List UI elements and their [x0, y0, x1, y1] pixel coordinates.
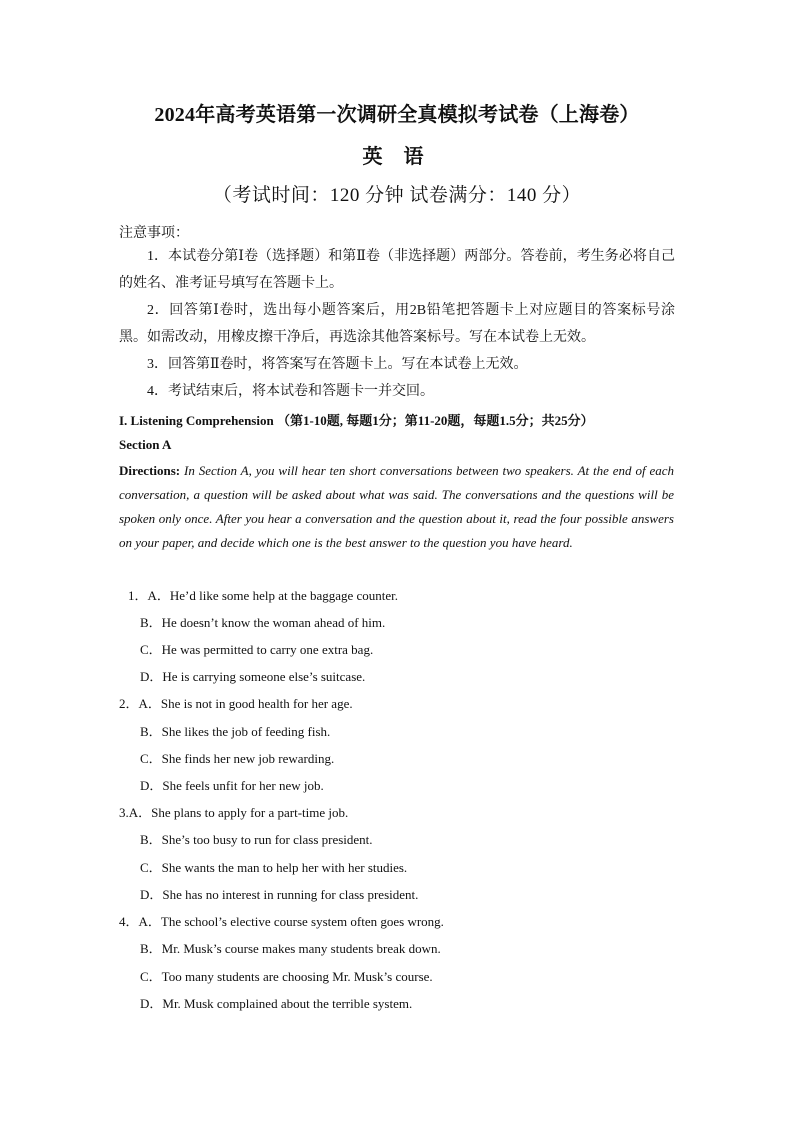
option-text: She feels unfit for her new job. [162, 778, 324, 793]
question-3-option-c [140, 857, 407, 876]
question-1-option-a [128, 585, 398, 604]
option-label: B． [140, 941, 162, 956]
option-text: He’d like some help at the baggage counter. [169, 588, 399, 603]
part-title: I. Listening Comprehension （第1-10题, 每题1分；第11-20题，每题1.5分；共25分） [119, 413, 594, 428]
note-item-1: 1．本试卷分第Ⅰ卷（选择题）和第Ⅱ卷（非选择题）两部分。答卷前，考生务必将自己的姓名、准考证号填写在答题卡上。 [119, 249, 675, 291]
option-text: She plans to apply for a part-time job. [151, 805, 349, 820]
option-label: D． [140, 996, 163, 1011]
option-label: 3.A． [119, 805, 152, 820]
question-2-option-c [140, 748, 334, 767]
option-label: C． [140, 751, 162, 766]
question-3-option-d [140, 884, 418, 903]
option-text: He is carrying someone else’s suitcase. [162, 669, 366, 684]
option-label: D． [140, 778, 163, 793]
note-item-4: 4．考试结束后，将本试卷和答题卡一并交回。 [147, 384, 434, 399]
option-label: B． [140, 615, 162, 630]
option-text: She has no interest in running for class president. [162, 887, 419, 902]
option-text: He was permitted to carry one extra bag. [161, 642, 374, 657]
question-2-option-a [119, 693, 353, 712]
exam-title: 2024年高考英语第一次调研全真模拟考试卷（上海卷） [154, 104, 640, 126]
option-text: Too many students are choosing Mr. Musk’s course. [161, 969, 433, 984]
option-label: D． [140, 887, 163, 902]
directions-paragraph [119, 459, 674, 555]
question-2-option-d [140, 775, 324, 794]
option-label: C． [140, 969, 162, 984]
option-text: She is not in good health for her age. [160, 696, 353, 711]
option-label: 2．A． [119, 696, 161, 711]
note-item-2: 2．回答第Ⅰ卷时，选出每小题答案后，用2B铅笔把答题卡上对应题目的答案标号涂黑。如需改动，用橡皮擦干净后，再选涂其他答案标号。写在本试卷上无效。 [119, 303, 675, 345]
option-label: 4．A． [119, 914, 161, 929]
question-1-option-c [140, 639, 373, 658]
option-label: 1．A． [128, 588, 170, 603]
notes-heading: 注意事项： [119, 226, 189, 241]
option-text: The school’s elective course system often goes wrong. [160, 914, 444, 929]
directions-text: In Section A, you will hear ten short conversations between two speakers. At the end of each conversation, a question will be asked about what was said. The conversations and the questions will be spoken only once. After you hear a conversation and the question about it, read the four possible answers on your paper, and decide which one is the best answer to the question you have heard. [119, 463, 674, 550]
directions-label: Directions: [119, 463, 181, 478]
question-3-option-b [140, 829, 373, 848]
option-text: He doesn’t know the woman ahead of him. [161, 615, 386, 630]
question-1-option-b [140, 612, 385, 631]
option-text: She finds her new job rewarding. [161, 751, 335, 766]
option-label: B． [140, 832, 162, 847]
note-item-3: 3．回答第Ⅱ卷时，将答案写在答题卡上。写在本试卷上无效。 [147, 357, 528, 372]
option-label: C． [140, 642, 162, 657]
question-4-option-a [119, 911, 444, 930]
question-1-option-d [140, 666, 365, 685]
option-label: C． [140, 860, 162, 875]
question-2-option-b [140, 721, 330, 740]
question-4-option-b [140, 938, 441, 957]
option-text: She likes the job of feeding fish. [161, 724, 331, 739]
exam-time-info: （考试时间：120 分钟 试卷满分：140 分） [212, 185, 582, 206]
option-label: D． [140, 669, 163, 684]
option-text: She wants the man to help her with her studies. [161, 860, 408, 875]
question-4-option-c [140, 966, 433, 985]
section-heading: Section A [119, 437, 172, 452]
option-text: She’s too busy to run for class president. [161, 832, 373, 847]
option-label: B． [140, 724, 162, 739]
option-text: Mr. Musk’s course makes many students break down. [161, 941, 441, 956]
question-3-option-a [119, 802, 348, 821]
subject-title: 英 语 [362, 146, 432, 168]
option-text: Mr. Musk complained about the terrible system. [162, 996, 413, 1011]
question-4-option-d [140, 993, 412, 1012]
